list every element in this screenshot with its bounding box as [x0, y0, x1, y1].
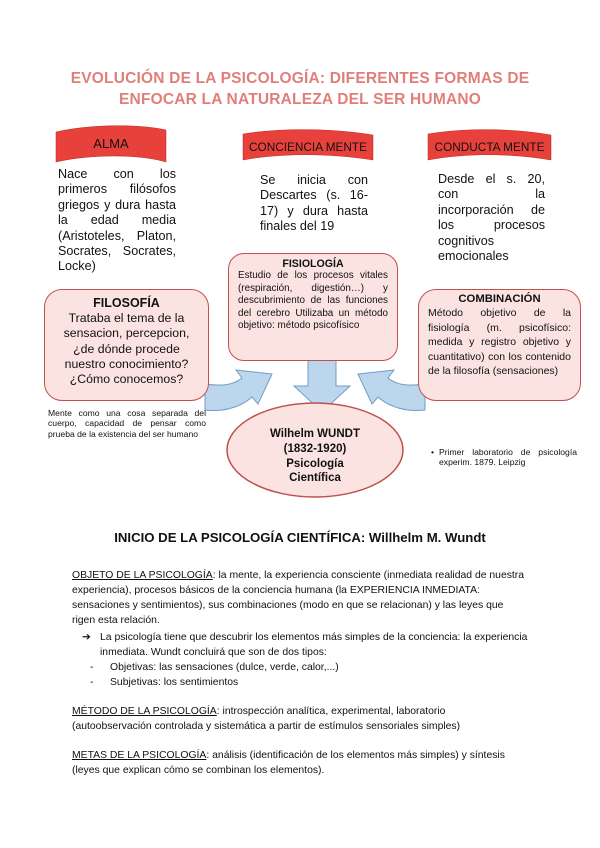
fisiologia-title: FISIOLOGÍA: [282, 258, 344, 270]
dash-item-2: Subjetivas: los sentimientos: [110, 677, 239, 688]
objeto-label: OBJETO DE LA PSICOLOGÍA: [72, 570, 213, 581]
arrow-item-text: La psicología tiene que descubrir los elementos más simples de la conciencia: la experiencia inmediata. Wundt concluirá que son de dos tipos:: [100, 632, 528, 658]
metodo-text: : introspección analítica, experimental, laboratorio (autoobservación controlada y sistemática a partir de estímulos sensoriales simples): [72, 706, 461, 732]
wundt-line4: Científica: [289, 472, 341, 485]
dash-item-1: Objetivas: las sensaciones (dulce, verde, calor,...): [110, 662, 339, 673]
metas-text: : análisis (identificación de los elementos más simples) y síntesis (leyes que explican cómo se combinan los elementos).: [72, 750, 505, 776]
conducta-description: Desde el s. 20, con la incorporación de los procesos cognitivos emocionales: [438, 172, 545, 264]
wundt-years: (1832-1920): [283, 442, 347, 455]
combinacion-title: COMBINACIÓN: [458, 293, 541, 305]
filosofia-text: Trataba el tema de la sensacion, percepcion, ¿de dónde procede nuestro conocimiento? ¿Cómo conocemos?: [63, 311, 190, 387]
arrow-right: [358, 370, 425, 410]
note-mente: Mente como una cosa separada del cuerpo, capacidad de pensar como prueba de la existencia del ser humano: [48, 408, 206, 439]
list-item: [72, 660, 528, 675]
banner-conciencia: CONCIENCIA MENTE: [249, 140, 367, 154]
fisiologia-box: [228, 253, 398, 361]
note-laboratorio: [431, 447, 577, 468]
conciencia-description: Se inicia con Descartes (s. 16-17) y dura hasta finales del 19: [260, 173, 368, 234]
filosofia-box: [44, 289, 209, 401]
combinacion-text: Método objetivo de la fisiología (m. psicofísico: medida y registro objetivo y cuantitativo) con los contenido de la filosofía (sensaciones): [428, 307, 571, 378]
title-line-2: ENFOCAR LA NATURALEZA DEL SER HUMANO: [119, 91, 481, 108]
arrow-left: [205, 370, 272, 410]
objeto-paragraph: [72, 568, 528, 628]
metodo-label: MÉTODO DE LA PSICOLOGÍA: [72, 706, 217, 717]
metas-paragraph: [72, 748, 528, 778]
dash-bullet: -: [90, 662, 94, 673]
combinacion-box: [418, 289, 581, 401]
list-item: [72, 675, 528, 690]
metodo-paragraph: [72, 704, 528, 734]
metas-label: METAS DE LA PSICOLOGÍA: [72, 750, 207, 761]
arrow-item: [72, 630, 528, 660]
section-body: [72, 568, 528, 778]
objeto-text: : la mente, la experiencia consciente (inmediata realidad de nuestra experiencia), procesos básicos de la conciencia humana (la EXPERIENCIA INMEDIATA: sensaciones y sentimientos), sus combinaciones (modo en que se relacionan) y las leyes que rigen esta relación.: [72, 570, 525, 626]
wundt-label: [227, 427, 403, 486]
section-heading: INICIO DE LA PSICOLOGÍA CIENTÍFICA: Willhelm M. Wundt: [114, 530, 486, 545]
wundt-name: Wilhelm WUNDT: [270, 428, 360, 440]
dash-bullet: -: [90, 677, 94, 688]
arrow-bullet-icon: ➔: [82, 632, 91, 643]
fisiologia-text: Estudio de los procesos vitales (respiración, digestión…) y descubrimiento de las funciones del cerebro Utilizaba un método objetivo: método psicofísico: [238, 270, 388, 332]
filosofia-title: FILOSOFÍA: [93, 296, 160, 310]
alma-description: Nace con los primeros filósofos griegos y dura hasta la edad media (Aristoteles, Platon, Socrates, Socrates, Locke): [58, 167, 176, 274]
note-laboratorio-text: Primer laboratorio de psicología experim. 1879. Leipzig: [439, 447, 577, 468]
note-bullet: •: [431, 447, 435, 457]
title-line-1: EVOLUCIÓN DE LA PSICOLOGÍA: DIFERENTES FORMAS DE: [70, 70, 530, 87]
banner-conducta: CONDUCTA MENTE: [434, 140, 545, 154]
wundt-line3: Psicología: [286, 457, 344, 470]
banner-alma: ALMA: [93, 136, 129, 151]
